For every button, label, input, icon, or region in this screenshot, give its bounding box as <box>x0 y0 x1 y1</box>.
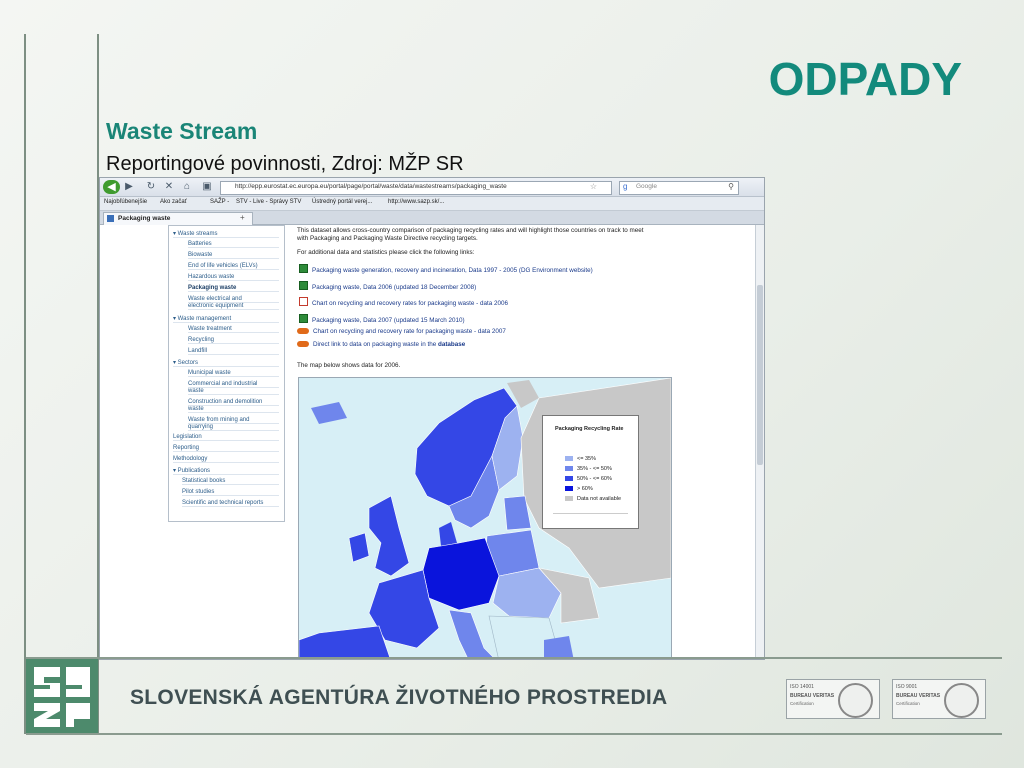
leftnav-item[interactable]: Waste treatment <box>188 326 279 333</box>
legend-swatch <box>565 486 573 491</box>
bookmark-item[interactable]: SAŽP - <box>210 199 230 205</box>
map-caption: The map below shows data for 2006. <box>297 362 401 369</box>
new-tab-button[interactable]: + <box>240 213 245 222</box>
leftnav-item[interactable]: electronic equipment <box>188 303 279 310</box>
footer-divider-top <box>26 657 1002 659</box>
footer-divider-bottom <box>26 733 1002 735</box>
link-database[interactable]: Direct link to data on packaging waste in the database <box>297 341 465 348</box>
xls-icon <box>299 281 308 290</box>
europe-recycling-map[interactable] <box>298 377 672 660</box>
bookmark-item[interactable]: Najobľúbenejšie <box>104 199 148 205</box>
iso-9001-badge <box>892 679 986 719</box>
cert-iso-label: ISO 14001 <box>790 684 814 690</box>
sazp-logo-mark <box>26 659 98 733</box>
legend-item: 50% - <= 60% <box>565 476 612 482</box>
cert-sub-label: Certification <box>790 701 814 706</box>
google-icon: g <box>623 182 628 191</box>
reload-icon[interactable]: ↻ <box>146 181 156 192</box>
home-icon[interactable]: ⌂ <box>183 181 191 192</box>
leftnav-item[interactable]: Methodology <box>173 456 279 463</box>
bookmark-item[interactable]: Ústredný portál verej... <box>312 199 373 205</box>
site-left-navigation <box>168 225 285 522</box>
page-icon: ▣ <box>202 181 212 192</box>
link-chart-2007[interactable]: Chart on recycling and recovery rate for packaging waste - data 2007 <box>297 328 506 335</box>
scrollbar-thumb[interactable] <box>757 285 763 465</box>
leftnav-item[interactable]: Hazardous waste <box>188 274 279 281</box>
legend-swatch <box>565 476 573 481</box>
tab-packaging-waste[interactable] <box>103 212 253 225</box>
tab-bar <box>100 211 764 225</box>
slide-frame-left-line <box>24 34 26 734</box>
pdf-icon <box>299 297 308 306</box>
link-chart-2006[interactable]: Chart on recycling and recovery rates for packaging waste - data 2006 <box>299 297 508 307</box>
url-text: http://epp.eurostat.ec.europa.eu/portal/page/portal/waste/data/wastestreams/packaging_waste <box>235 183 507 190</box>
sazp-logo <box>26 659 98 733</box>
leftnav-item[interactable]: Landfill <box>188 348 279 355</box>
certification-seal-icon <box>944 683 979 718</box>
xls-icon <box>299 264 308 273</box>
stop-icon[interactable]: ✕ <box>164 181 174 192</box>
leftnav-item[interactable]: Reporting <box>173 445 279 452</box>
leftnav-item[interactable]: Statistical books <box>182 478 279 485</box>
leftnav-item[interactable]: Commercial and industrial <box>188 381 279 388</box>
new-badge-icon <box>297 341 309 347</box>
legend-item: <= 35% <box>565 456 596 462</box>
leftnav-item[interactable]: waste <box>188 388 279 395</box>
bookmark-item[interactable]: Ako začať <box>160 199 187 205</box>
legend-note <box>553 513 628 526</box>
certification-seal-icon <box>838 683 873 718</box>
bookmark-item[interactable]: STV - Live - Správy STV <box>236 199 302 205</box>
cert-bv-label: BUREAU VERITAS <box>896 693 941 699</box>
slide-heading: Waste Stream <box>106 118 258 144</box>
leftnav-item[interactable]: Scientific and technical reports <box>182 500 279 507</box>
cert-iso-label: ISO 9001 <box>896 684 918 690</box>
cert-sub-label: Certification <box>896 701 920 706</box>
browser-navbar <box>100 178 764 197</box>
iso-14001-badge <box>786 679 880 719</box>
link-packaging-2006[interactable]: Packaging waste, Data 2006 (updated 18 December 2008) <box>299 281 476 291</box>
url-bar[interactable] <box>220 181 612 195</box>
leftnav-item[interactable]: Waste from mining and <box>188 417 279 424</box>
legend-item: > 60% <box>565 486 593 492</box>
browser-window <box>99 177 765 660</box>
legend-title: Packaging Recycling Rate <box>555 426 624 432</box>
search-placeholder: Google <box>636 183 657 190</box>
forward-button[interactable]: ▶ <box>125 181 133 192</box>
leftnav-item[interactable]: ▾ Publications <box>173 467 279 475</box>
back-button[interactable]: ◀ <box>103 180 120 194</box>
search-icon[interactable]: ⚲ <box>728 182 734 191</box>
leftnav-item[interactable]: ▾ Sectors <box>173 359 279 367</box>
leftnav-item[interactable]: Biowaste <box>188 252 279 259</box>
slide-title: ODPADY <box>768 53 962 105</box>
link-packaging-1997-2005[interactable]: Packaging waste generation, recovery and incineration, Data 1997 - 2005 (DG Environment website) <box>299 264 593 274</box>
favicon-icon <box>107 215 114 222</box>
leftnav-item[interactable]: Recycling <box>188 337 279 344</box>
map-legend <box>542 415 639 529</box>
leftnav-item[interactable]: Legislation <box>173 434 279 441</box>
intro-text: This dataset allows cross-country comparison of packaging recycling rates and will highlight those countries on track to meet with Packaging and Packaging Waste Directive recycling targets. <box>297 227 644 242</box>
new-badge-icon <box>297 328 309 334</box>
link-packaging-2007[interactable]: Packaging waste, Data 2007 (updated 15 March 2010) <box>299 314 465 324</box>
additional-text: For additional data and statistics please click the following links: <box>297 249 475 256</box>
leftnav-item[interactable]: Municipal waste <box>188 370 279 377</box>
leftnav-item[interactable]: Pilot studies <box>182 489 279 496</box>
leftnav-item[interactable]: ▾ Waste streams <box>173 230 279 238</box>
leftnav-item[interactable]: Waste electrical and <box>188 296 279 303</box>
leftnav-item[interactable]: Batteries <box>188 241 279 248</box>
cert-bv-label: BUREAU VERITAS <box>790 693 835 699</box>
vertical-scrollbar[interactable] <box>755 225 764 659</box>
leftnav-item[interactable]: End of life vehicles (ELVs) <box>188 263 279 270</box>
legend-item: 35% - <= 50% <box>565 466 612 472</box>
leftnav-item[interactable]: ▾ Waste management <box>173 315 279 323</box>
agency-name: SLOVENSKÁ AGENTÚRA ŽIVOTNÉHO PROSTREDIA <box>130 686 668 709</box>
leftnav-item[interactable]: Construction and demolition <box>188 399 279 406</box>
legend-item: Data not available <box>565 496 621 502</box>
leftnav-item[interactable]: waste <box>188 406 279 413</box>
bookmarks-bar <box>100 197 764 211</box>
star-icon[interactable]: ☆ <box>589 182 597 191</box>
search-input[interactable] <box>619 181 739 195</box>
legend-swatch <box>565 496 573 501</box>
xls-icon <box>299 314 308 323</box>
leftnav-item[interactable]: Packaging waste <box>188 285 279 292</box>
legend-swatch <box>565 466 573 471</box>
slide-subheading: Reportingové povinnosti, Zdroj: MŽP SR <box>106 153 464 175</box>
legend-swatch <box>565 456 573 461</box>
tab-label: Packaging waste <box>118 215 171 222</box>
bookmark-item[interactable]: http://www.sazp.sk/... <box>388 199 445 205</box>
leftnav-item[interactable]: quarrying <box>188 424 279 431</box>
